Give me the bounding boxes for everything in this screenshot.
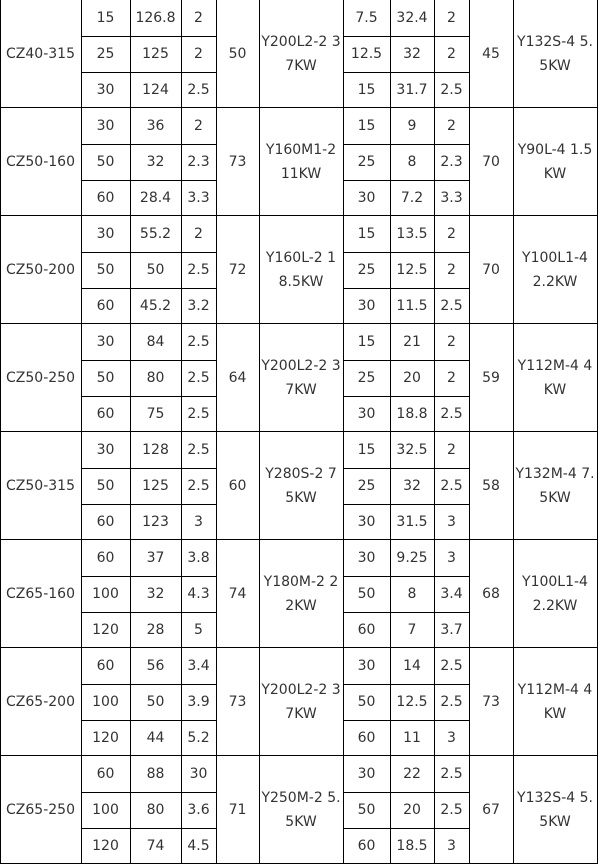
table-cell: 7.2 bbox=[400, 190, 424, 206]
table-cell: 75 bbox=[146, 406, 165, 422]
table-cell: 15 bbox=[357, 226, 376, 242]
table-cell: 2.5 bbox=[440, 478, 463, 494]
table-cell: 9.25 bbox=[396, 550, 428, 566]
table-cell: 32 bbox=[146, 154, 165, 170]
motor-cell: Y280S-2 75KW bbox=[265, 466, 337, 506]
table-cell: 15 bbox=[357, 118, 376, 134]
subrow-separator bbox=[343, 792, 469, 793]
subrow-separator bbox=[81, 612, 216, 613]
table-cell: 60 bbox=[96, 190, 115, 206]
table-cell: 20 bbox=[403, 370, 421, 386]
table-cell: 12.5 bbox=[396, 262, 428, 278]
table-cell: 25 bbox=[357, 478, 376, 494]
subrow-separator bbox=[343, 288, 469, 289]
motor-cell: Y90L-4 1.5KW bbox=[517, 142, 593, 182]
efficiency-cell: 45 bbox=[482, 46, 500, 62]
table-cell: 3.3 bbox=[440, 190, 463, 206]
subrow-separator bbox=[81, 720, 216, 721]
table-cell: 30 bbox=[96, 82, 115, 98]
efficiency-cell: 70 bbox=[482, 154, 500, 170]
table-cell: 124 bbox=[142, 82, 169, 98]
table-cell: 60 bbox=[96, 298, 115, 314]
grid-line bbox=[390, 0, 391, 864]
table-cell: 120 bbox=[92, 730, 119, 746]
table-cell: 8 bbox=[407, 154, 417, 170]
model-cell: CZ50-315 bbox=[6, 478, 75, 494]
table-cell: 4.5 bbox=[187, 838, 210, 854]
table-cell: 2.5 bbox=[440, 82, 463, 98]
table-cell: 2 bbox=[447, 442, 456, 458]
row-separator bbox=[0, 323, 598, 324]
grid-line bbox=[216, 0, 217, 864]
motor-cell: Y100L1-4 2.2KW bbox=[522, 250, 588, 290]
subrow-separator bbox=[81, 684, 216, 685]
row-separator bbox=[0, 215, 598, 216]
table-cell: 2 bbox=[447, 334, 456, 350]
efficiency-cell: 60 bbox=[228, 478, 247, 494]
table-cell: 30 bbox=[357, 190, 376, 206]
table-cell: 2 bbox=[194, 10, 203, 26]
table-cell: 15 bbox=[357, 442, 376, 458]
efficiency-cell: 71 bbox=[228, 802, 247, 818]
table-cell: 60 bbox=[96, 658, 115, 674]
table-cell: 32 bbox=[146, 586, 165, 602]
efficiency-cell: 67 bbox=[482, 802, 500, 818]
model-cell: CZ50-160 bbox=[6, 154, 75, 170]
subrow-separator bbox=[343, 144, 469, 145]
model-cell: CZ65-160 bbox=[6, 586, 75, 602]
efficiency-cell: 64 bbox=[228, 370, 247, 386]
table-cell: 50 bbox=[96, 262, 115, 278]
subrow-separator bbox=[343, 396, 469, 397]
table-cell: 28.4 bbox=[139, 190, 172, 206]
table-cell: 3.2 bbox=[187, 298, 210, 314]
table-cell: 3.4 bbox=[187, 658, 210, 674]
efficiency-cell: 73 bbox=[228, 694, 247, 710]
table-cell: 2 bbox=[194, 118, 203, 134]
row-separator bbox=[0, 539, 598, 540]
table-cell: 126.8 bbox=[135, 10, 176, 26]
table-cell: 50 bbox=[146, 262, 165, 278]
motor-cell: Y132S-4 5.5KW bbox=[517, 790, 593, 830]
subrow-separator bbox=[343, 180, 469, 181]
table-cell: 30 bbox=[357, 406, 376, 422]
table-cell: 60 bbox=[96, 766, 115, 782]
table-cell: 22 bbox=[403, 766, 421, 782]
table-cell: 11.5 bbox=[396, 298, 428, 314]
table-cell: 45.2 bbox=[139, 298, 172, 314]
table-cell: 74 bbox=[146, 838, 165, 854]
subrow-separator bbox=[81, 72, 216, 73]
model-cell: CZ50-200 bbox=[6, 262, 75, 278]
table-cell: 20 bbox=[403, 802, 421, 818]
table-cell: 30 bbox=[357, 658, 376, 674]
table-cell: 50 bbox=[96, 370, 115, 386]
subrow-separator bbox=[343, 504, 469, 505]
table-cell: 128 bbox=[142, 442, 169, 458]
table-cell: 2.5 bbox=[440, 766, 463, 782]
table-cell: 2 bbox=[447, 46, 456, 62]
grid-line bbox=[469, 0, 470, 864]
subrow-separator bbox=[81, 180, 216, 181]
table-cell: 50 bbox=[96, 154, 115, 170]
table-cell: 12.5 bbox=[350, 46, 383, 62]
table-cell: 50 bbox=[146, 694, 165, 710]
table-cell: 30 bbox=[357, 298, 376, 314]
efficiency-cell: 73 bbox=[228, 154, 247, 170]
table-cell: 100 bbox=[92, 586, 119, 602]
table-cell: 32 bbox=[403, 478, 421, 494]
subrow-separator bbox=[343, 828, 469, 829]
table-cell: 125 bbox=[142, 478, 169, 494]
table-cell: 28 bbox=[146, 622, 165, 638]
table-cell: 13.5 bbox=[396, 226, 428, 242]
table-cell: 56 bbox=[146, 658, 165, 674]
grid-line bbox=[0, 0, 1, 864]
table-cell: 2.5 bbox=[187, 370, 210, 386]
subrow-separator bbox=[81, 288, 216, 289]
subrow-separator bbox=[81, 468, 216, 469]
model-cell: CZ50-250 bbox=[6, 370, 75, 386]
table-cell: 2.5 bbox=[187, 262, 210, 278]
motor-cell: Y250M-2 5.5KW bbox=[261, 790, 341, 830]
table-cell: 30 bbox=[357, 514, 376, 530]
table-cell: 25 bbox=[357, 262, 376, 278]
efficiency-cell: 73 bbox=[482, 694, 500, 710]
table-cell: 3 bbox=[447, 730, 456, 746]
table-cell: 2.5 bbox=[187, 82, 210, 98]
subrow-separator bbox=[81, 504, 216, 505]
table-cell: 2.5 bbox=[440, 406, 463, 422]
table-cell: 18.8 bbox=[396, 406, 428, 422]
subrow-separator bbox=[81, 792, 216, 793]
table-cell: 2.5 bbox=[187, 478, 210, 494]
subrow-separator bbox=[343, 576, 469, 577]
table-cell: 3 bbox=[447, 838, 456, 854]
table-cell: 25 bbox=[357, 370, 376, 386]
subrow-separator bbox=[81, 576, 216, 577]
table-cell: 30 bbox=[357, 550, 376, 566]
table-cell: 2.5 bbox=[187, 406, 210, 422]
table-cell: 50 bbox=[357, 586, 376, 602]
table-cell: 3.3 bbox=[187, 190, 210, 206]
table-cell: 100 bbox=[92, 802, 119, 818]
table-cell: 3 bbox=[447, 514, 456, 530]
table-cell: 30 bbox=[96, 118, 115, 134]
grid-line bbox=[130, 0, 131, 864]
subrow-separator bbox=[343, 720, 469, 721]
table-cell: 18.5 bbox=[396, 838, 428, 854]
table-cell: 2 bbox=[447, 10, 456, 26]
efficiency-cell: 58 bbox=[482, 478, 500, 494]
subrow-separator bbox=[343, 36, 469, 37]
table-cell: 30 bbox=[357, 766, 376, 782]
subrow-separator bbox=[343, 72, 469, 73]
efficiency-cell: 68 bbox=[482, 586, 500, 602]
motor-cell: Y180M-2 22KW bbox=[263, 574, 339, 614]
table-cell: 36 bbox=[146, 118, 165, 134]
motor-cell: Y112M-4 4KW bbox=[517, 358, 593, 398]
subrow-separator bbox=[343, 684, 469, 685]
table-cell: 2.5 bbox=[187, 442, 210, 458]
subrow-separator bbox=[343, 612, 469, 613]
model-cell: CZ65-250 bbox=[6, 802, 75, 818]
table-cell: 50 bbox=[96, 478, 115, 494]
table-cell: 3 bbox=[447, 550, 456, 566]
table-cell: 30 bbox=[96, 334, 115, 350]
table-cell: 15 bbox=[96, 10, 115, 26]
table-cell: 2.3 bbox=[440, 154, 463, 170]
subrow-separator bbox=[343, 468, 469, 469]
table-cell: 30 bbox=[96, 442, 115, 458]
table-cell: 21 bbox=[403, 334, 421, 350]
table-cell: 84 bbox=[146, 334, 165, 350]
table-cell: 4.3 bbox=[187, 586, 210, 602]
table-cell: 120 bbox=[92, 838, 119, 854]
table-cell: 32.4 bbox=[396, 10, 428, 26]
table-cell: 3.8 bbox=[187, 550, 210, 566]
table-cell: 2 bbox=[447, 262, 456, 278]
table-cell: 60 bbox=[96, 406, 115, 422]
table-cell: 25 bbox=[96, 46, 115, 62]
table-cell: 37 bbox=[146, 550, 165, 566]
table-cell: 2.5 bbox=[187, 334, 210, 350]
table-cell: 3.4 bbox=[440, 586, 463, 602]
grid-line bbox=[597, 0, 598, 864]
table-cell: 14 bbox=[403, 658, 421, 674]
subrow-separator bbox=[81, 252, 216, 253]
row-separator bbox=[0, 647, 598, 648]
subrow-separator bbox=[81, 36, 216, 37]
motor-cell: Y132S-4 5.5KW bbox=[517, 34, 593, 74]
subrow-separator bbox=[343, 360, 469, 361]
table-cell: 5.2 bbox=[187, 730, 210, 746]
table-cell: 88 bbox=[146, 766, 165, 782]
efficiency-cell: 74 bbox=[228, 586, 247, 602]
table-cell: 80 bbox=[146, 802, 165, 818]
motor-cell: Y100L1-4 2.2KW bbox=[522, 574, 588, 614]
table-cell: 3.6 bbox=[187, 802, 210, 818]
model-cell: CZ40-315 bbox=[6, 46, 75, 62]
table-cell: 3.7 bbox=[440, 622, 463, 638]
table-cell: 9 bbox=[407, 118, 417, 134]
table-cell: 3.9 bbox=[187, 694, 210, 710]
table-cell: 15 bbox=[357, 334, 376, 350]
table-cell: 60 bbox=[96, 514, 115, 530]
table-cell: 32.5 bbox=[396, 442, 428, 458]
table-cell: 44 bbox=[146, 730, 165, 746]
grid-line bbox=[513, 0, 514, 864]
table-cell: 2.3 bbox=[187, 154, 210, 170]
table-cell: 11 bbox=[403, 730, 421, 746]
motor-cell: Y132M-4 7.5KW bbox=[515, 466, 595, 506]
motor-cell: Y200L2-2 37KW bbox=[261, 358, 341, 398]
table-cell: 2.5 bbox=[440, 298, 463, 314]
grid-line bbox=[434, 0, 435, 864]
table-cell: 30 bbox=[96, 226, 115, 242]
table-cell: 50 bbox=[357, 802, 376, 818]
table-cell: 125 bbox=[142, 46, 169, 62]
table-cell: 2 bbox=[447, 226, 456, 242]
table-cell: 32 bbox=[403, 46, 421, 62]
table-cell: 60 bbox=[357, 622, 376, 638]
motor-cell: Y160L-2 18.5KW bbox=[265, 250, 337, 290]
motor-cell: Y200L2-2 37KW bbox=[261, 34, 341, 74]
table-cell: 3 bbox=[194, 514, 203, 530]
efficiency-cell: 70 bbox=[482, 262, 500, 278]
table-cell: 8 bbox=[407, 586, 417, 602]
grid-line bbox=[259, 0, 260, 864]
table-cell: 2.5 bbox=[440, 658, 463, 674]
table-cell: 2 bbox=[194, 226, 203, 242]
table-cell: 5 bbox=[194, 622, 203, 638]
subrow-separator bbox=[343, 252, 469, 253]
table-cell: 80 bbox=[146, 370, 165, 386]
table-cell: 50 bbox=[357, 694, 376, 710]
table-cell: 60 bbox=[357, 730, 376, 746]
subrow-separator bbox=[81, 144, 216, 145]
efficiency-cell: 59 bbox=[482, 370, 500, 386]
table-cell: 7.5 bbox=[355, 10, 378, 26]
table-cell: 123 bbox=[142, 514, 169, 530]
table-cell: 60 bbox=[357, 838, 376, 854]
table-cell: 7 bbox=[407, 622, 417, 638]
efficiency-cell: 72 bbox=[228, 262, 247, 278]
table-cell: 100 bbox=[92, 694, 119, 710]
table-cell: 2.5 bbox=[440, 802, 463, 818]
table-cell: 120 bbox=[92, 622, 119, 638]
row-separator bbox=[0, 755, 598, 756]
subrow-separator bbox=[81, 828, 216, 829]
table-cell: 2 bbox=[447, 370, 456, 386]
motor-cell: Y160M1-2 11KW bbox=[265, 142, 337, 182]
table-cell: 55.2 bbox=[139, 226, 172, 242]
motor-cell: Y200L2-2 37KW bbox=[261, 682, 341, 722]
table-cell: 2.5 bbox=[440, 694, 463, 710]
table-cell: 2 bbox=[447, 118, 456, 134]
table-cell: 31.5 bbox=[396, 514, 428, 530]
grid-line bbox=[343, 0, 344, 864]
grid-line bbox=[81, 0, 82, 864]
model-cell: CZ65-200 bbox=[6, 694, 75, 710]
table-cell: 12.5 bbox=[396, 694, 428, 710]
table-cell: 25 bbox=[357, 154, 376, 170]
motor-cell: Y112M-4 4KW bbox=[517, 682, 593, 722]
grid-line bbox=[181, 0, 182, 864]
row-separator bbox=[0, 431, 598, 432]
subrow-separator bbox=[81, 360, 216, 361]
table-cell: 60 bbox=[96, 550, 115, 566]
table-cell: 30 bbox=[189, 766, 208, 782]
subrow-separator bbox=[81, 396, 216, 397]
efficiency-cell: 50 bbox=[228, 46, 247, 62]
row-separator bbox=[0, 107, 598, 108]
table-cell: 2 bbox=[194, 46, 203, 62]
table-cell: 15 bbox=[357, 82, 376, 98]
table-cell: 31.7 bbox=[396, 82, 428, 98]
